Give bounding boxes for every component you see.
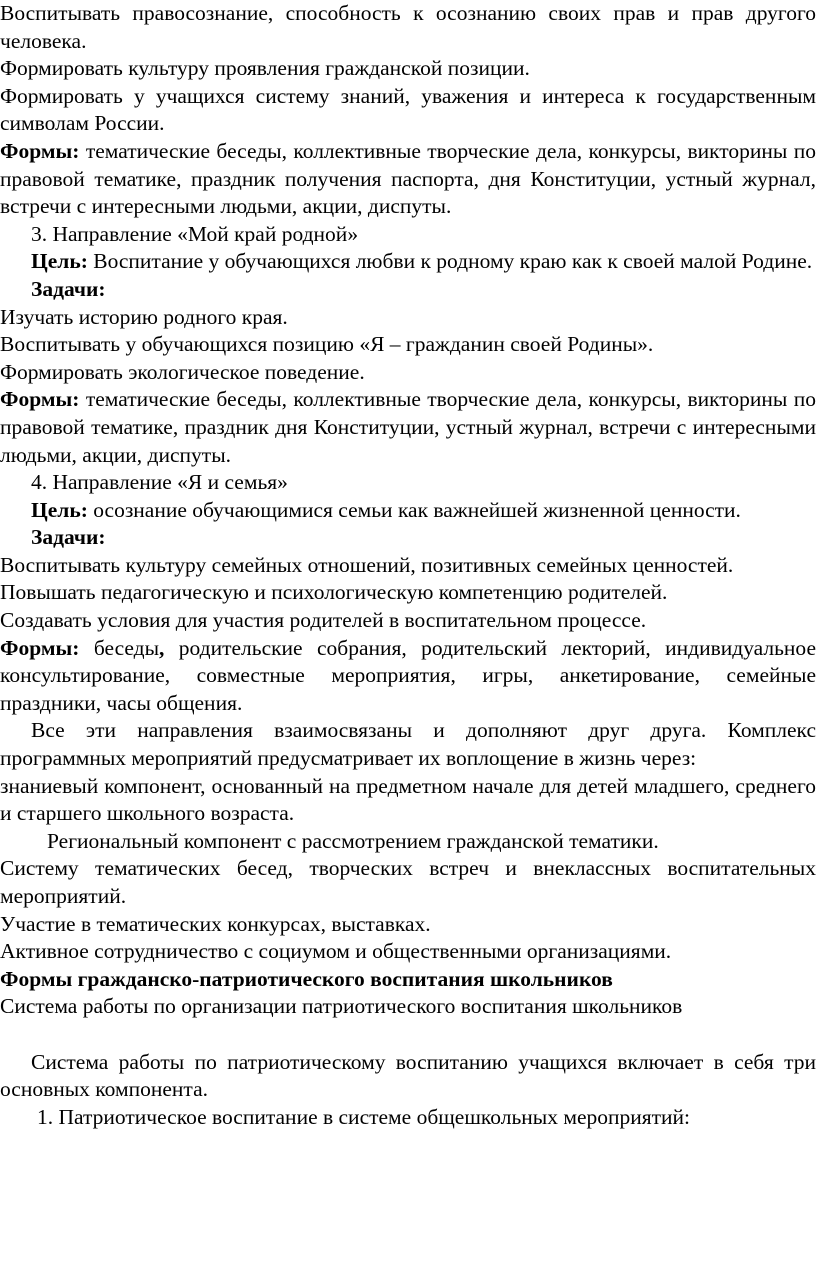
numbered-item: 1. Патриотическое воспитание в системе общешкольных мероприятий: [37, 1104, 691, 1129]
task-item: Создавать условия для участия родителей в воспитательном процессе. [0, 608, 647, 633]
task-item: Повышать педагогическую и психологическую компетенцию родителей. [0, 580, 668, 605]
paragraph: Воспитывать правосознание, способность к осознанию своих прав и прав другого человека. [0, 1, 816, 53]
component-item: Участие в тематических конкурсах, выставках. [0, 911, 431, 936]
task-item: Воспитывать культуру семейных отношений, позитивных семейных ценностей. [0, 552, 734, 577]
goal-text: осознание обучающимися семьи как важнейшей жизненной ценности. [87, 497, 741, 522]
forms-label: Формы: [0, 635, 80, 660]
component-item: Систему тематических бесед, творческих встреч и внеклассных воспитательных мероприятий. [0, 856, 816, 908]
task-item: Формировать экологическое поведение. [0, 359, 365, 384]
section-heading-3: 3. Направление «Мой край родной» [31, 221, 359, 246]
forms-text: тематические беседы, коллективные творческие дела, конкурсы, викторины по правовой тематике, праздник получения паспорта, дня Конституции, устный журнал, встречи с интересными людьми, акции, диспуты. [0, 138, 816, 219]
paragraph: Формировать культуру проявления гражданской позиции. [0, 56, 530, 81]
goal-label: Цель: [31, 497, 88, 522]
section-heading-forms: Формы гражданско-патриотического воспитания школьников [0, 966, 613, 991]
tasks-label: Задачи: [31, 525, 106, 550]
paragraph: Формировать у учащихся систему знаний, уважения и интереса к государственным символам России. [0, 83, 816, 136]
section-heading-4: 4. Направление «Я и семья» [31, 470, 288, 495]
component-item: Региональный компонент с рассмотрением гражданской тематики. [47, 828, 659, 853]
task-item: Изучать историю родного края. [0, 304, 288, 329]
forms-label: Формы: [0, 138, 80, 163]
forms-text: родительские собрания, родительский лекторий, индивидуальное консультирование, совместные мероприятия, игры, анкетирование, семейные праздники, часы общения. [0, 635, 816, 715]
goal-label: Цель: [31, 249, 88, 274]
forms-paragraph [0, 138, 816, 221]
component-item: знаниевый компонент, основанный на предметном начале для детей младшего, среднего и старшего школьного возраста. [0, 773, 816, 826]
forms-text: беседы [79, 635, 160, 660]
paragraph: Система работы по патриотическому воспитанию учащихся включает в себя три основных компонента. [0, 1049, 816, 1102]
blank-line [0, 1021, 816, 1049]
paragraph: Все эти направления взаимосвязаны и дополняют друг друга. Комплекс программных мероприятий предусматривает их воплощение в жизнь через: [0, 718, 816, 771]
forms-text: тематические беседы, коллективные творческие дела, конкурсы, викторины по правовой тематике, праздник дня Конституции, устный журнал, встречи с интересными людьми, акции, диспуты. [0, 387, 816, 467]
task-item: Воспитывать у обучающихся позицию «Я – гражданин своей Родины». [0, 332, 654, 357]
component-item: Активное сотрудничество с социумом и общественными организациями. [0, 939, 672, 964]
goal-paragraph [0, 248, 816, 276]
tasks-label: Задачи: [31, 276, 106, 301]
system-heading: Система работы по организации патриотического воспитания школьников [0, 994, 683, 1019]
forms-paragraph [0, 635, 816, 718]
goal-paragraph [0, 497, 816, 525]
forms-paragraph [0, 386, 816, 469]
forms-comma: , [159, 635, 165, 660]
forms-label: Формы: [0, 387, 80, 412]
goal-text: Воспитание у обучающихся любви к родному краю как к своей малой Родине. [87, 249, 813, 274]
